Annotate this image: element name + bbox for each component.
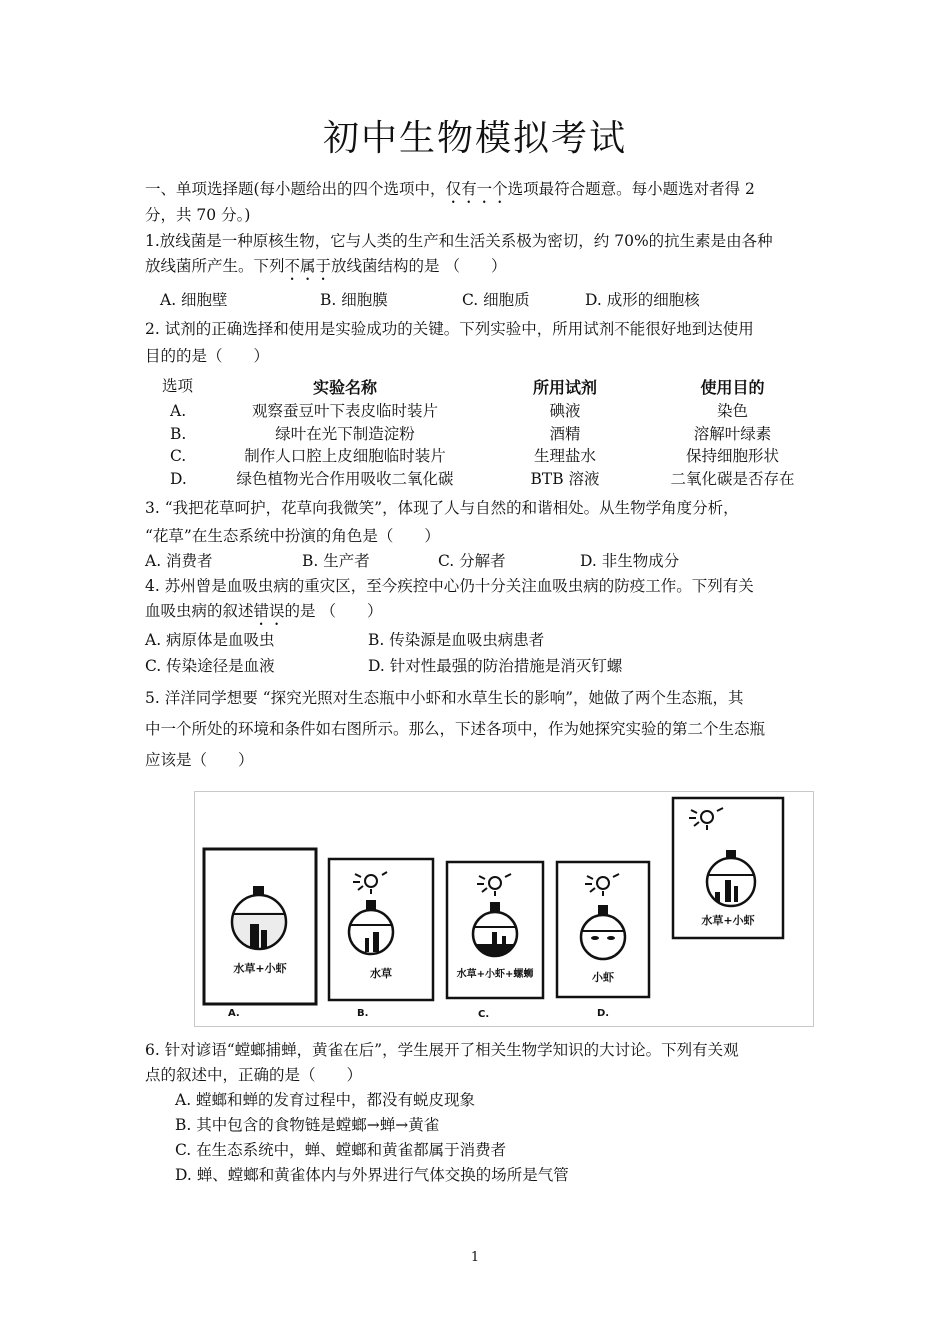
q1-option-a: A. 细胞壁 bbox=[160, 291, 228, 309]
q3-option-a: A. 消费者 bbox=[145, 552, 213, 570]
page-number: 1 bbox=[470, 1250, 480, 1265]
q3-option-d: D. 非生物成分 bbox=[580, 552, 680, 570]
section-text-emphasis: 仅有一个 bbox=[445, 180, 508, 198]
q2-header-reagent: 所用试剂 bbox=[532, 378, 597, 397]
figure-svg bbox=[195, 792, 813, 1026]
q4-stem-a: 血吸虫病的叙述 bbox=[145, 602, 254, 620]
q1-stem-line2 bbox=[145, 256, 506, 284]
q6-option-b: B. 其中包含的食物链是螳螂→蝉→黄雀 bbox=[175, 1116, 440, 1134]
q6-stem-line2: 点的叙述中，正确的是（ ） bbox=[145, 1066, 363, 1084]
section-instructions-line1 bbox=[145, 179, 755, 207]
q4-stem-line2 bbox=[145, 601, 382, 629]
panel-c-letter: C. bbox=[478, 1009, 490, 1020]
panel-d-caption: 小虾 bbox=[592, 971, 614, 984]
q2-row-a-option: A. bbox=[170, 402, 187, 420]
q6-option-d: D. 蝉、螳螂和黄雀体内与外界进行气体交换的场所是气管 bbox=[175, 1166, 569, 1184]
ecosystem-bottle-figure bbox=[194, 791, 814, 1027]
q1-stem-b: 放线菌结构的是 （ ） bbox=[331, 257, 507, 275]
q4-stem-line1: 4. 苏州曾是血吸虫病的重灾区，至今疾控中心仍十分关注血吸虫病的防疫工作。下列有关 bbox=[145, 577, 754, 595]
q6-option-a: A. 螳螂和蝉的发育过程中，都没有蜕皮现象 bbox=[175, 1091, 476, 1109]
q2-row-b-experiment: 绿叶在光下制造淀粉 bbox=[275, 425, 415, 443]
q2-row-b-reagent: 酒精 bbox=[549, 425, 581, 443]
q5-stem-line2: 中一个所处的环境和条件如右图所示。那么，下述各项中，作为她探究实验的第二个生态瓶 bbox=[145, 720, 766, 738]
panel-d-letter: D. bbox=[597, 1008, 610, 1019]
q1-stem-line1: 1.放线菌是一种原核生物，它与人类的生产和生活关系极为密切，约 70%的抗生素是由各种 bbox=[145, 232, 773, 250]
q1-stem-a: 放线菌所产生。下列 bbox=[145, 257, 285, 275]
q1-stem-emphasis: 不属于 bbox=[284, 257, 332, 275]
q3-option-b: B. 生产者 bbox=[302, 552, 370, 570]
q2-row-c-purpose: 保持细胞形状 bbox=[685, 447, 779, 465]
q6-option-c: C. 在生态系统中，蝉、螳螂和黄雀都属于消费者 bbox=[175, 1141, 507, 1159]
q4-option-a: A. 病原体是血吸虫 bbox=[145, 631, 275, 649]
q3-stem-line1: 3. “我把花草呵护，花草向我微笑”，体现了人与自然的和谐相处。从生物学角度分析， bbox=[145, 499, 739, 517]
exam-title: 初中生物模拟考试 bbox=[322, 118, 627, 159]
q4-stem-b: 的是 （ ） bbox=[284, 602, 383, 620]
q2-row-b-option: B. bbox=[170, 425, 187, 443]
panel-b-letter: B. bbox=[357, 1008, 369, 1019]
q2-row-a-purpose: 染色 bbox=[716, 402, 748, 420]
q2-row-c-experiment: 制作人口腔上皮细胞临时装片 bbox=[244, 447, 446, 465]
q5-stem-line1: 5. 洋洋同学想要 “探究光照对生态瓶中小虾和水草生长的影响”，她做了两个生态瓶，其 bbox=[145, 689, 744, 707]
q4-option-c: C. 传染途径是血液 bbox=[145, 657, 275, 675]
q2-row-d-option: D. bbox=[170, 470, 187, 488]
q3-option-c: C. 分解者 bbox=[438, 552, 506, 570]
q2-header-purpose: 使用目的 bbox=[700, 378, 765, 397]
section-text-b: 选项最符合题意。每小题选对者得 2 bbox=[507, 180, 755, 198]
q5-stem-line3: 应该是（ ） bbox=[145, 751, 254, 769]
q2-stem-line1: 2. 试剂的正确选择和使用是实验成功的关键。下列实验中，所用试剂不能很好地到达使用 bbox=[145, 320, 754, 338]
q3-stem-line2: “花草”在生态系统中扮演的角色是（ ） bbox=[145, 527, 440, 545]
panel-b-caption: 水草 bbox=[370, 967, 392, 980]
q4-option-b: B. 传染源是血吸虫病患者 bbox=[368, 631, 545, 649]
q2-row-d-experiment: 绿色植物光合作用吸收二氧化碳 bbox=[236, 470, 454, 488]
q2-row-d-reagent: BTB 溶液 bbox=[530, 470, 600, 488]
panel-e-caption: 水草+小虾 bbox=[701, 914, 755, 927]
q2-stem-line2: 目的的是（ ） bbox=[145, 347, 270, 365]
q2-row-c-reagent: 生理盐水 bbox=[533, 447, 596, 465]
section-instructions-line2: 分，共 70 分。) bbox=[145, 206, 251, 224]
q2-row-a-reagent: 碘液 bbox=[549, 402, 581, 420]
q2-row-c-option: C. bbox=[170, 447, 187, 465]
q2-row-b-purpose: 溶解叶绿素 bbox=[693, 425, 772, 443]
q2-header-option: 选项 bbox=[162, 377, 194, 395]
panel-a bbox=[204, 849, 316, 1004]
q2-header-experiment: 实验名称 bbox=[312, 378, 377, 397]
q4-stem-emphasis: 错误 bbox=[253, 602, 285, 620]
q4-option-d: D. 针对性最强的防治措施是消灭钉螺 bbox=[368, 657, 623, 675]
q6-stem-line1: 6. 针对谚语“螳螂捕蝉，黄雀在后”，学生展开了相关生物学知识的大讨论。下列有关观 bbox=[145, 1041, 739, 1059]
section-text-a: 一、单项选择题(每小题给出的四个选项中， bbox=[145, 180, 446, 198]
q1-option-c: C. 细胞质 bbox=[462, 291, 530, 309]
panel-c-caption: 水草+小虾+螺蛳 bbox=[456, 969, 534, 980]
panel-a-letter: A. bbox=[228, 1008, 240, 1019]
q2-row-a-experiment: 观察蚕豆叶下表皮临时装片 bbox=[251, 402, 438, 420]
q1-option-d: D. 成形的细胞核 bbox=[585, 291, 700, 309]
q2-row-d-purpose: 二氧化碳是否存在 bbox=[670, 470, 795, 488]
panel-a-caption: 水草+小虾 bbox=[233, 962, 287, 975]
q1-option-b: B. 细胞膜 bbox=[320, 291, 388, 309]
